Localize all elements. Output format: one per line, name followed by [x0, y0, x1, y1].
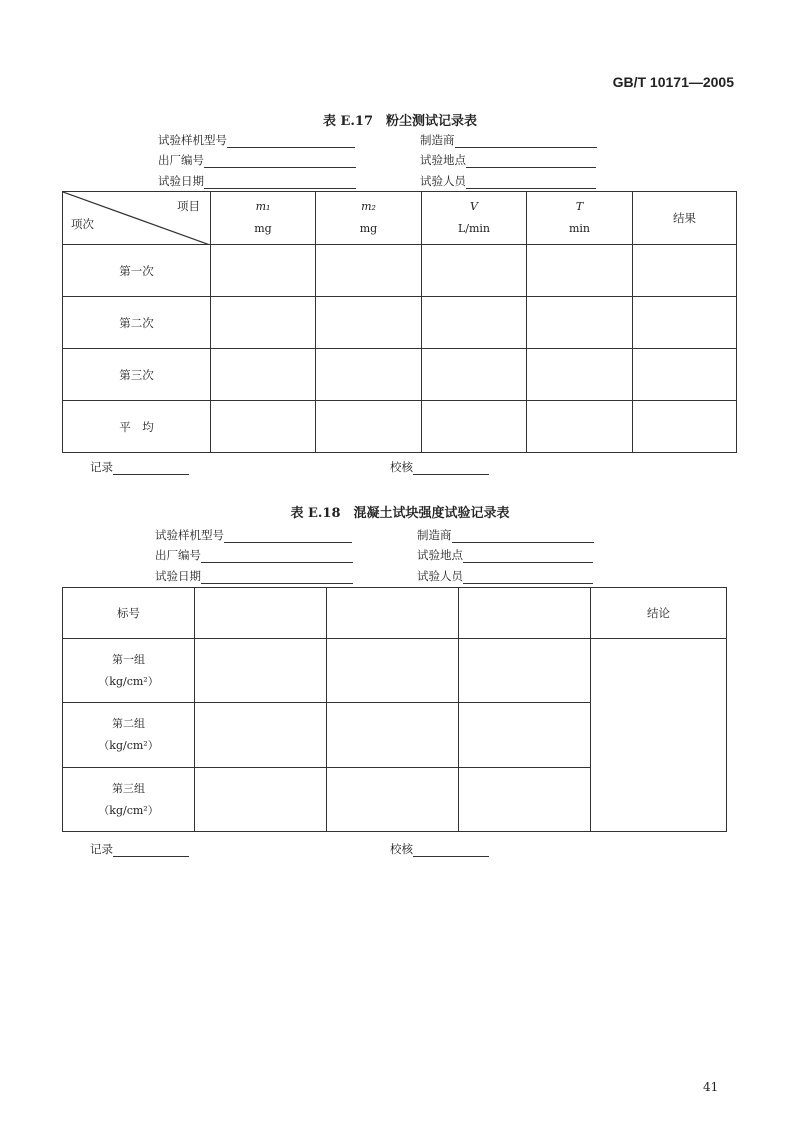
page-number: 41	[703, 1080, 719, 1094]
corner-bottom-label: 项次	[71, 217, 94, 231]
field-site: 试验地点	[420, 152, 596, 168]
dust-test-table	[62, 191, 737, 453]
site-input[interactable]	[466, 155, 596, 168]
table-row: 平 均	[63, 401, 737, 453]
serial-input[interactable]	[204, 155, 356, 168]
table-e17-title: 表 E.17 粉尘测试记录表	[322, 114, 478, 129]
standard-number: GB/T 10171—2005	[612, 74, 734, 90]
field-site-2: 试验地点	[417, 547, 593, 563]
model-input[interactable]	[227, 135, 355, 148]
col-m2: m₂ mg	[316, 192, 422, 245]
col-v: V L/min	[422, 192, 527, 245]
col-m1: m₁ mg	[211, 192, 316, 245]
table-row: 第一组 （kg/cm²）	[63, 639, 727, 703]
field-date-2: 试验日期	[155, 568, 353, 584]
maker-input[interactable]	[455, 135, 597, 148]
field-model: 试验样机型号	[158, 132, 355, 148]
conclusion-cell[interactable]	[591, 639, 727, 832]
corner-cell	[63, 192, 211, 245]
corner-top-label: 项目	[177, 199, 200, 213]
field-maker-2: 制造商	[417, 527, 594, 543]
table-row: 第三次	[63, 349, 737, 401]
table-row: 第一次	[63, 245, 737, 297]
col-result: 结果	[633, 192, 737, 245]
table-row: 第二次	[63, 297, 737, 349]
table-e18-title: 表 E.18 混凝土试块强度试验记录表	[290, 506, 510, 521]
field-serial-2: 出厂编号	[155, 547, 353, 563]
field-date: 试验日期	[158, 173, 356, 189]
field-staff-2: 试验人员	[417, 568, 593, 584]
check-sign-2: 校核	[390, 841, 489, 857]
field-staff: 试验人员	[420, 173, 596, 189]
concrete-strength-table	[62, 587, 727, 832]
head-label: 标号	[63, 588, 195, 639]
col-t: T min	[527, 192, 633, 245]
field-maker: 制造商	[420, 132, 597, 148]
table-row: 第二组 （kg/cm²）	[63, 703, 727, 768]
record-sign-2: 记录	[90, 841, 189, 857]
date-input[interactable]	[204, 176, 356, 189]
record-sign-1: 记录	[90, 459, 189, 475]
table-row: 第三组 （kg/cm²）	[63, 768, 727, 832]
field-serial: 出厂编号	[158, 152, 356, 168]
check-sign-1: 校核	[390, 459, 489, 475]
field-model-2: 试验样机型号	[155, 527, 352, 543]
conclusion-header: 结论	[591, 588, 727, 639]
staff-input[interactable]	[466, 176, 596, 189]
